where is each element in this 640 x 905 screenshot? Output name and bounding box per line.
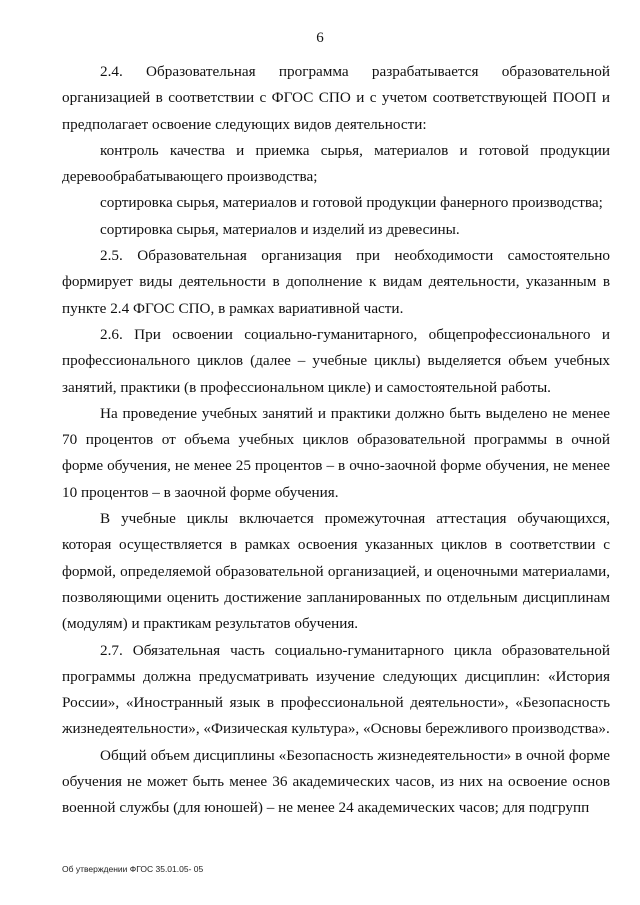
document-body	[62, 59, 610, 822]
paragraph-2-4: 2.4. Образовательная программа разрабатывается образовательной организацией в соответствии с ФГОС СПО и с учетом соответствующей ПООП и предполагает освоение следующих видов деятельности:	[62, 63, 610, 133]
page-number: 6	[316, 30, 324, 46]
paragraph-activity-2: сортировка сырья, материалов и готовой продукции фанерного производства;	[100, 194, 603, 212]
paragraph-2-5: 2.5. Образовательная организация при необходимости самостоятельно формирует виды деятельности в дополнение к видам деятельности, указанным в пункте 2.4 ФГОС СПО, в рамках вариативной части.	[62, 247, 610, 317]
paragraph-2-7: 2.7. Обязательная часть социально-гуманитарного цикла образовательной программы должна предусматривать изучение следующих дисциплин: «История России», «Иностранный язык в профессиональной деятельности», «Безопасность жизнедеятельности», «Физическая культура», «Основы бережливого производства».	[62, 641, 610, 738]
paragraph-2-6: 2.6. При освоении социально-гуманитарного, общепрофессионального и профессионального циклов (далее – учебные циклы) выделяется объем учебных занятий, практики (в профессиональном цикле) и самостоятельной работы.	[62, 325, 610, 396]
paragraph-activity-3: сортировка сырья, материалов и изделий из древесины.	[100, 220, 460, 238]
paragraph-life-safety: Общий объем дисциплины «Безопасность жизнедеятельности» в очной форме обучения не может быть менее 36 академических часов, из них на освоение основ военной службы (для юношей) – не менее 24 академических часов; для подгрупп	[62, 746, 610, 817]
footer-note: Об утверждении ФГОС 35.01.05- 05	[62, 864, 204, 874]
paragraph-activity-1: контроль качества и приемка сырья, материалов и готовой продукции деревообрабатывающего производства;	[62, 141, 610, 186]
paragraph-practice-share: На проведение учебных занятий и практики должно быть выделено не менее 70 процентов от объема учебных циклов образовательной программы в очной форме обучения, не менее 25 процентов – в очно-заочной форме обучения, не менее 10 процентов – в заочной форме обучения.	[62, 404, 610, 501]
paragraph-attestation: В учебные циклы включается промежуточная аттестация обучающихся, которая осуществляется в рамках освоения указанных циклов в соответствии с формой, определяемой образовательной организацией, и оценочными материалами, позволяющими оценить достижение запланированных по отдельным дисциплинам (модулям) и практикам результатов обучения.	[62, 510, 610, 633]
